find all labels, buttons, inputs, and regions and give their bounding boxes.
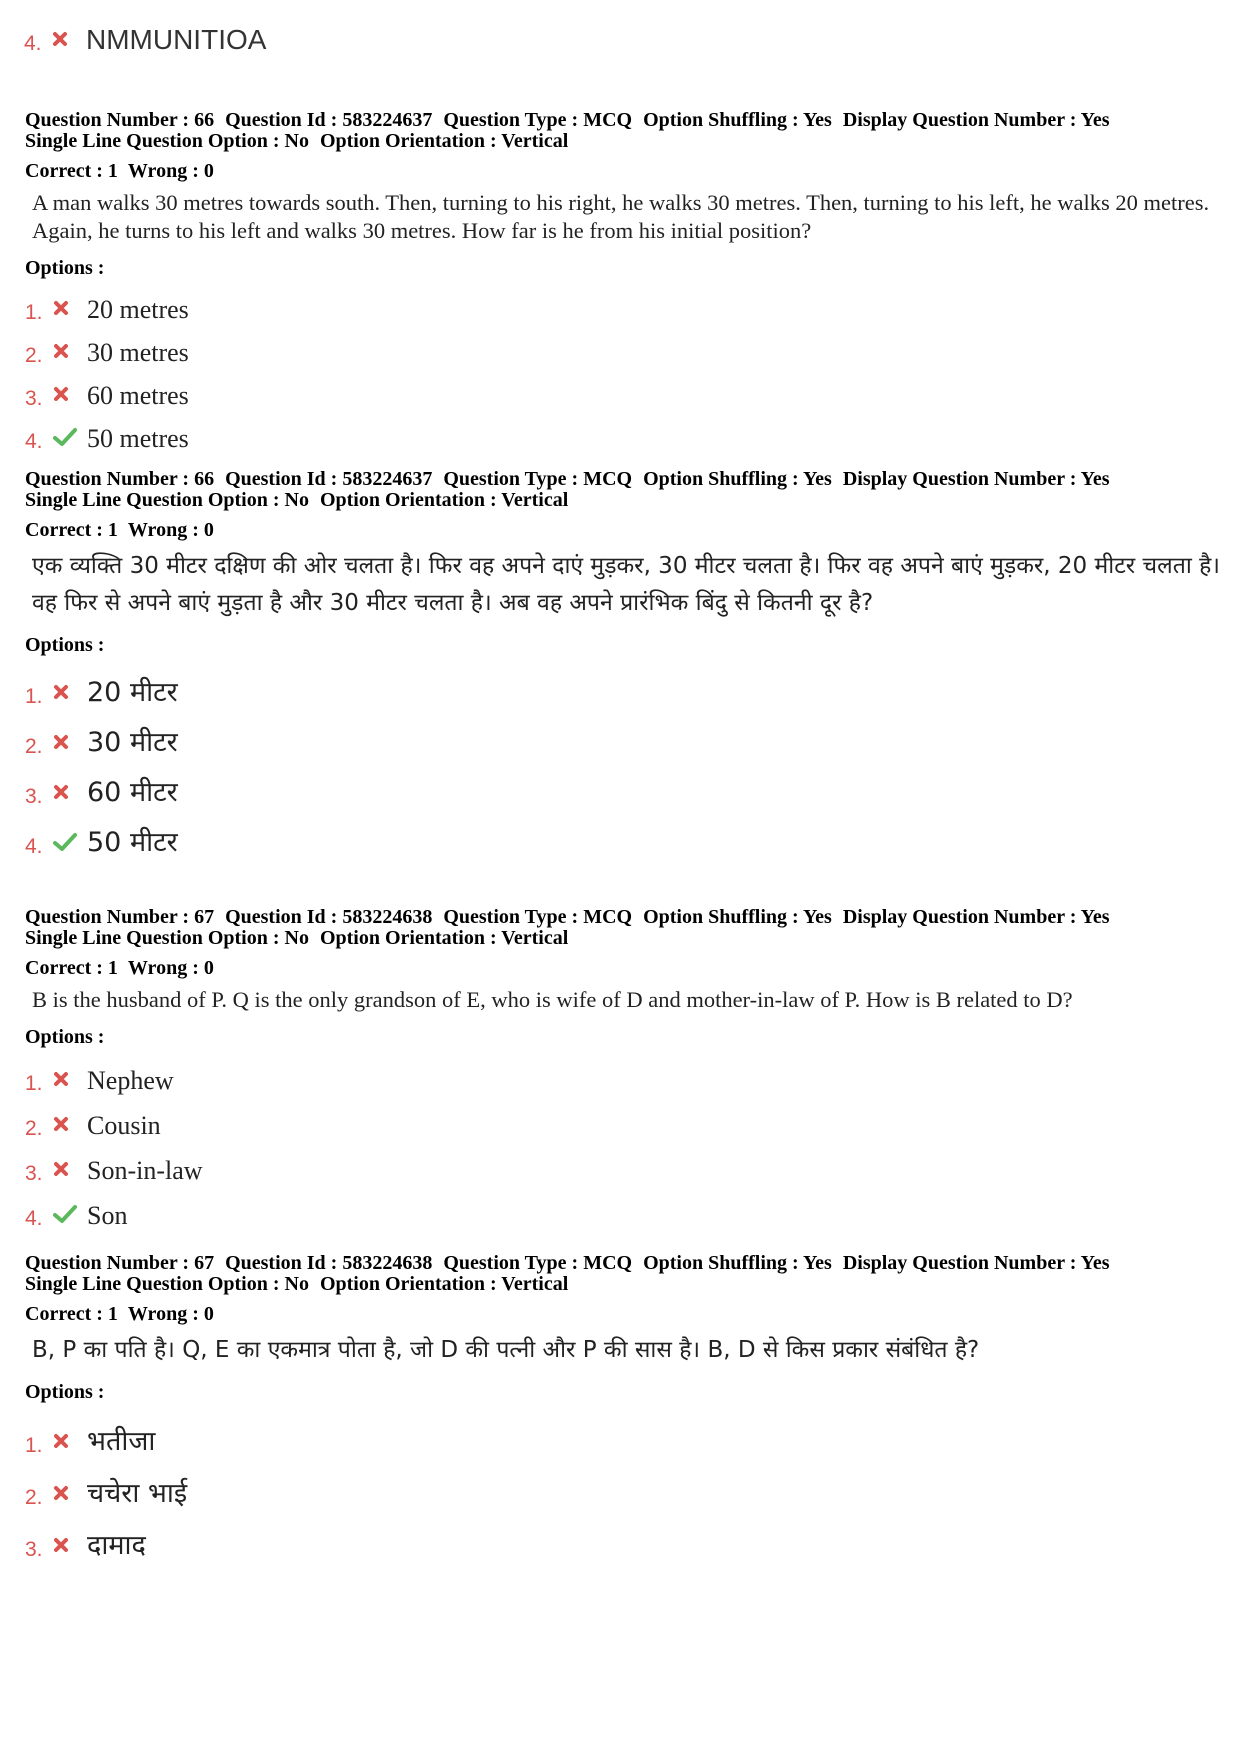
- marks-info: Correct : 1 Wrong : 0: [25, 160, 214, 182]
- wrong-icon: [53, 1156, 87, 1186]
- options-label: Options :: [25, 1381, 105, 1403]
- option-orientation: Vertical: [501, 927, 569, 949]
- question-id: 583224638: [342, 1252, 433, 1274]
- previous-question-option: [24, 24, 266, 56]
- wrong-icon: [53, 679, 87, 709]
- single-line-option: No: [284, 1273, 309, 1295]
- wrong-icon: [53, 1111, 87, 1141]
- display-question-number: Yes: [1080, 468, 1110, 490]
- wrong-icon: [53, 1532, 87, 1562]
- wrong-marks: 0: [203, 1303, 214, 1325]
- marks-info: Correct : 1 Wrong : 0: [25, 519, 214, 541]
- option-item: 2. Cousin: [25, 1111, 161, 1140]
- single-line-option: No: [284, 927, 309, 949]
- question-meta: Question Number : 66 Question Id : 583224637 Question Type : MCQ Option Shuffling : Yes Display Question Number : Yes Single Line Question Option : No Option Orientation : Vertical: [25, 468, 1110, 511]
- options-list: [25, 1051, 1220, 1231]
- question-id: 583224638: [342, 906, 433, 928]
- correct-marks: 1: [107, 160, 118, 182]
- wrong-icon: [53, 338, 87, 368]
- option-item: 1. 20 मीटर: [25, 677, 178, 708]
- option-orientation: Vertical: [501, 489, 569, 511]
- marks-info: Correct : 1 Wrong : 0: [25, 957, 214, 979]
- check-icon: [53, 424, 87, 454]
- question-id: 583224637: [342, 109, 433, 131]
- marks-info: Correct : 1 Wrong : 0: [25, 1303, 214, 1325]
- question-type: MCQ: [583, 109, 633, 131]
- option-item: 3. 60 मीटर: [25, 777, 178, 808]
- wrong-icon: [52, 26, 86, 56]
- wrong-icon: [53, 779, 87, 809]
- question-type: MCQ: [583, 1252, 633, 1274]
- single-line-option: No: [284, 489, 309, 511]
- wrong-marks: 0: [203, 957, 214, 979]
- check-icon: [53, 1201, 87, 1231]
- options-list: [25, 282, 1220, 454]
- option-text: NMMUNITIOA: [86, 24, 267, 55]
- display-question-number: Yes: [1080, 1252, 1110, 1274]
- question-number: 66: [194, 468, 215, 490]
- wrong-marks: 0: [203, 160, 214, 182]
- question-number: 67: [194, 1252, 215, 1274]
- option-item: 1. भतीजा: [25, 1426, 156, 1457]
- option-item: 4. 50 मीटर: [25, 827, 178, 858]
- options-list: [25, 1406, 1220, 1562]
- question-text: B, P का पति है। Q, E का एकमात्र पोता है, जो D की पत्नी और P की सास है। B, D से किस प्रकार संबंधित है?: [32, 1337, 980, 1363]
- option-item: 2. 30 मीटर: [25, 727, 178, 758]
- wrong-icon: [53, 1066, 87, 1096]
- wrong-marks: 0: [203, 519, 214, 541]
- wrong-icon: [53, 295, 87, 325]
- question-number: 66: [194, 109, 215, 131]
- wrong-icon: [53, 1428, 87, 1458]
- question-meta: Question Number : 67 Question Id : 583224638 Question Type : MCQ Option Shuffling : Yes Display Question Number : Yes Single Line Question Option : No Option Orientation : Vertical: [25, 1252, 1110, 1295]
- option-item: 3. Son-in-law: [25, 1156, 203, 1185]
- question-meta: Question Number : 66 Question Id : 583224637 Question Type : MCQ Option Shuffling : Yes Display Question Number : Yes Single Line Question Option : No Option Orientation : Vertical: [25, 109, 1110, 152]
- option-item: 2. 30 metres: [25, 338, 189, 367]
- option-number: 4.: [24, 32, 42, 55]
- option-item: 4. Son: [25, 1201, 128, 1230]
- question-block-67-en: [25, 907, 1220, 1231]
- option-shuffling: Yes: [802, 906, 832, 928]
- wrong-icon: [53, 1480, 87, 1510]
- question-block-66-hi: [25, 469, 1220, 859]
- options-list: [25, 659, 1220, 859]
- option-item: 3. दामाद: [25, 1530, 146, 1561]
- wrong-icon: [53, 381, 87, 411]
- correct-marks: 1: [107, 1303, 118, 1325]
- option-item: 3. 60 metres: [25, 381, 189, 410]
- question-text: A man walks 30 metres towards south. Then, turning to his right, he walks 30 metres. Then, turning to his left, he walks 20 metres. Again, he turns to his left and walks 30 metres. How far is he from his initial position?: [32, 190, 1210, 243]
- correct-marks: 1: [107, 519, 118, 541]
- option-item: 1. Nephew: [25, 1066, 174, 1095]
- question-meta: Question Number : 67 Question Id : 583224638 Question Type : MCQ Option Shuffling : Yes Display Question Number : Yes Single Line Question Option : No Option Orientation : Vertical: [25, 906, 1110, 949]
- question-number: 67: [194, 906, 215, 928]
- question-type: MCQ: [583, 906, 633, 928]
- option-orientation: Vertical: [501, 1273, 569, 1295]
- option-shuffling: Yes: [802, 468, 832, 490]
- question-id: 583224637: [342, 468, 433, 490]
- options-label: Options :: [25, 634, 105, 656]
- check-icon: [53, 829, 87, 859]
- question-block-67-hi: [25, 1253, 1220, 1562]
- question-text: B is the husband of P. Q is the only grandson of E, who is wife of D and mother-in-law of P. How is B related to D?: [32, 987, 1073, 1012]
- option-item: 2. चचेरा भाई: [25, 1478, 188, 1509]
- options-label: Options :: [25, 1026, 105, 1048]
- question-type: MCQ: [583, 468, 633, 490]
- option-item: 4. 50 metres: [25, 424, 189, 453]
- option-orientation: Vertical: [501, 130, 569, 152]
- display-question-number: Yes: [1080, 906, 1110, 928]
- correct-marks: 1: [107, 957, 118, 979]
- wrong-icon: [53, 729, 87, 759]
- option-shuffling: Yes: [802, 1252, 832, 1274]
- options-label: Options :: [25, 257, 105, 279]
- question-block-66-en: [25, 110, 1220, 454]
- option-item: 1. 20 metres: [25, 295, 189, 324]
- display-question-number: Yes: [1080, 109, 1110, 131]
- option-shuffling: Yes: [802, 109, 832, 131]
- question-text: एक व्यक्ति 30 मीटर दक्षिण की ओर चलता है। फिर वह अपने दाएं मुड़कर, 30 मीटर चलता है। फिर वह अपने बाएं मुड़कर, 20 मीटर चलता है। वह फिर से अपने बाएं मुड़ता है और 30 मीटर चलता है। अब वह अपने प्रारंभिक बिंदु से कितनी दूर है?: [32, 553, 1221, 616]
- single-line-option: No: [284, 130, 309, 152]
